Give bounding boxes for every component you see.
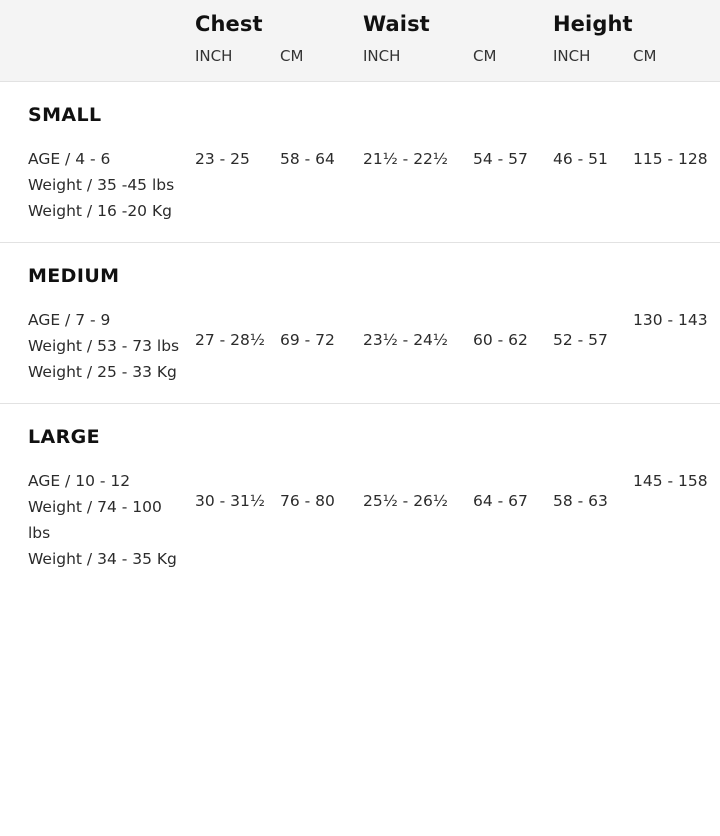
size-chart-header — [0, 0, 720, 81]
cell-large-height-cm: 145 - 158 — [633, 472, 708, 491]
header-group-waist: Waist — [363, 12, 430, 36]
size-block-small — [0, 81, 720, 242]
header-group-height: Height — [553, 12, 633, 36]
size-description-small: AGE / 4 - 6 Weight / 35 -45 lbs Weight / 16 -20 Kg — [28, 150, 175, 221]
cell-medium-waist-inch: 23½ - 24½ — [363, 331, 448, 350]
header-unit-waist-cm: CM — [473, 47, 497, 66]
cell-medium-chest-inch: 27 - 28½ — [195, 331, 265, 350]
cell-large-height-inch: 58 - 63 — [553, 492, 608, 511]
size-label-medium: MEDIUM — [28, 265, 120, 288]
size-label-large: LARGE — [28, 426, 101, 449]
cell-large-chest-cm: 76 - 80 — [280, 492, 335, 511]
cell-large-chest-inch: 30 - 31½ — [195, 492, 265, 511]
size-block-large — [0, 403, 720, 590]
header-unit-height-inch: INCH — [553, 47, 591, 66]
size-label-small: SMALL — [28, 104, 102, 127]
header-unit-chest-inch: INCH — [195, 47, 233, 66]
cell-small-height-inch: 46 - 51 — [553, 150, 608, 169]
size-description-medium: AGE / 7 - 9 Weight / 53 - 73 lbs Weight / 25 - 33 Kg — [28, 311, 180, 382]
cell-medium-waist-cm: 60 - 62 — [473, 331, 528, 350]
cell-small-chest-inch: 23 - 25 — [195, 150, 250, 169]
header-unit-waist-inch: INCH — [363, 47, 401, 66]
cell-small-waist-cm: 54 - 57 — [473, 150, 528, 169]
cell-small-waist-inch: 21½ - 22½ — [363, 150, 448, 169]
header-unit-height-cm: CM — [633, 47, 657, 66]
cell-medium-height-inch: 52 - 57 — [553, 331, 608, 350]
header-unit-chest-cm: CM — [280, 47, 304, 66]
size-description-large: AGE / 10 - 12 Weight / 74 - 100 lbs Weight / 34 - 35 Kg — [28, 472, 177, 569]
table-row — [0, 293, 720, 403]
cell-medium-chest-cm: 69 - 72 — [280, 331, 335, 350]
cell-small-height-cm: 115 - 128 — [633, 150, 708, 169]
header-group-chest: Chest — [195, 12, 263, 36]
size-block-medium — [0, 242, 720, 403]
table-row — [0, 454, 720, 590]
cell-large-waist-inch: 25½ - 26½ — [363, 492, 448, 511]
cell-small-chest-cm: 58 - 64 — [280, 150, 335, 169]
table-row — [0, 132, 720, 242]
cell-medium-height-cm: 130 - 143 — [633, 311, 708, 330]
cell-large-waist-cm: 64 - 67 — [473, 492, 528, 511]
